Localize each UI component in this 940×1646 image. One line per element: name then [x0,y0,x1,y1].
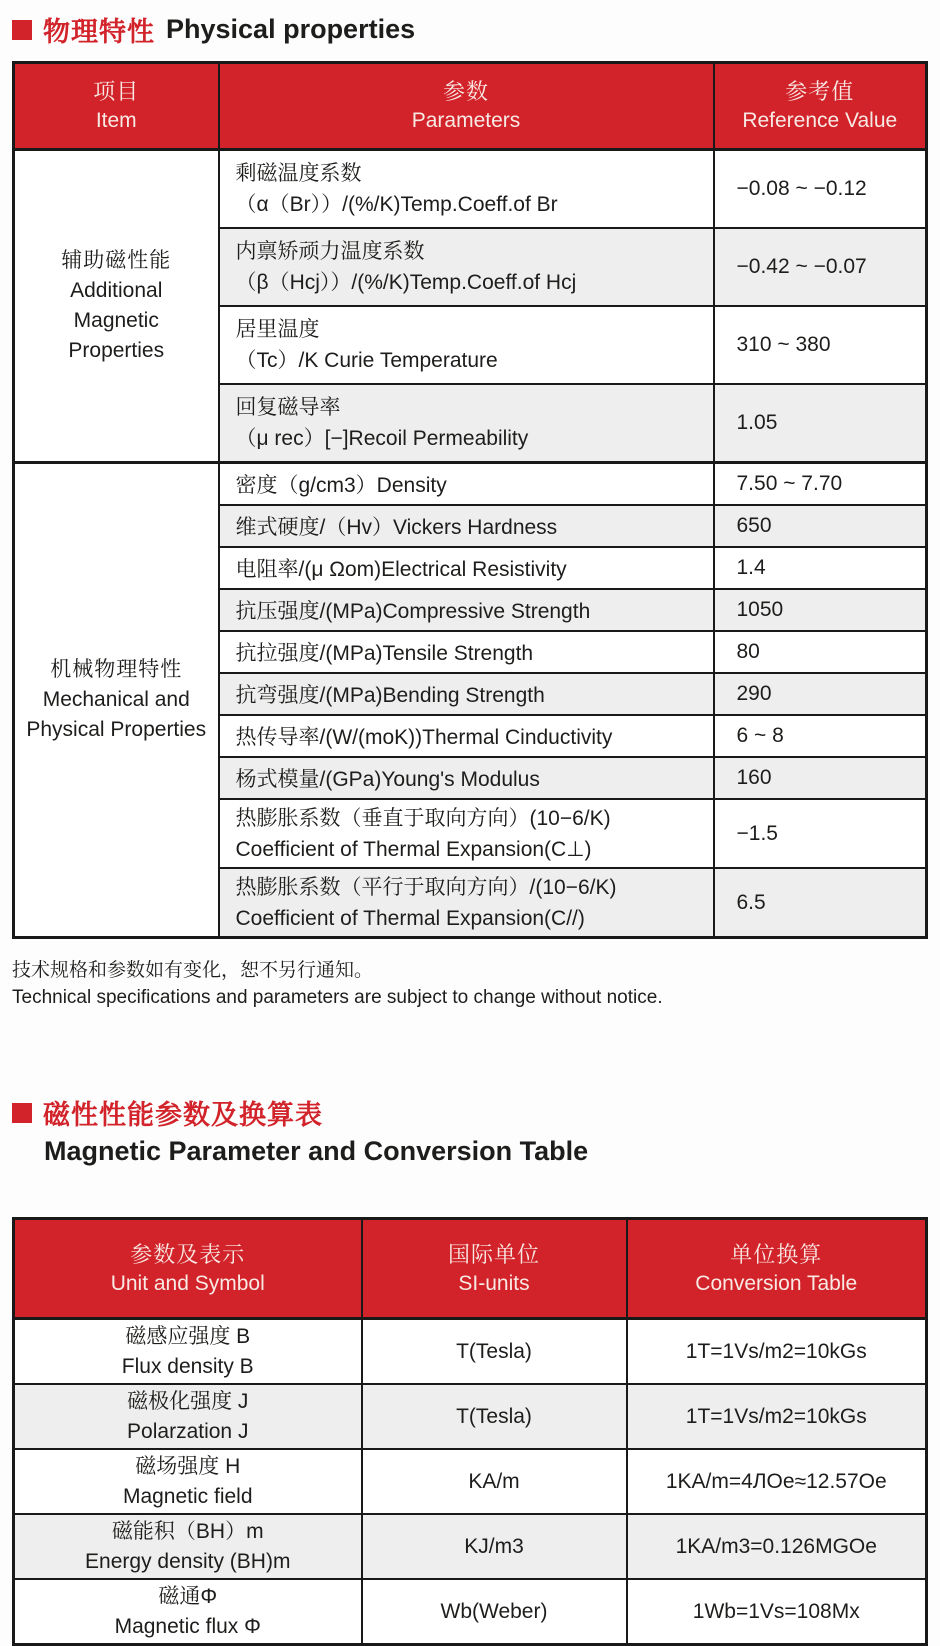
param-line1: 电阻率/(μ Ωom)Electrical Resistivity [235,558,567,581]
item-zh: 机械物理特性 [50,658,183,681]
value-cell: 7.50 ~ 7.70 [714,463,927,506]
si-unit-cell: T(Tesla) [362,1319,627,1385]
param-cell [219,150,714,229]
section2-heading [12,1093,940,1167]
param-cell [219,384,714,463]
section1-title-en: Physical properties [166,14,416,44]
param-line1: 抗弯强度/(MPa)Bending Strength [235,684,545,707]
param-line2: （α（Br））/(%/K)Temp.Coeff.of Br [235,193,558,216]
table2-header-row [14,1219,927,1319]
table-row [14,1579,927,1645]
conversion-cell: 1KA/m=4ЛOe≈12.57Oe [627,1449,927,1514]
table2-header-unit-symbol [14,1219,362,1319]
param-line2: （μ rec）[−]Recoil Permeability [235,427,529,450]
quantity-cell [14,1319,362,1385]
param-line1: 热膨胀系数（垂直于取向方向）(10−6/K) [235,806,611,830]
quantity-en: Magnetic field [122,1484,253,1508]
param-cell [219,757,714,799]
si-unit-cell: Wb(Weber) [362,1579,627,1645]
disclaimer-note [12,957,940,1011]
param-line1: 内禀矫顽力温度系数 [235,240,425,263]
value-cell: 650 [714,505,927,547]
param-line1: 杨式模量/(GPa)Young's Modulus [235,768,540,791]
header-reference-en: Reference Value [742,109,898,132]
param-line1: 居里温度 [235,318,320,341]
quantity-en: Polarzation J [127,1419,249,1443]
header-item-zh: 项目 [93,79,140,104]
quantity-en: Magnetic flux Φ [114,1614,261,1638]
value-cell: 6.5 [714,868,927,938]
param-line1: 抗压强度/(MPa)Compressive Strength [235,600,591,623]
quantity-cell [14,1579,362,1645]
header-parameters-en: Parameters [411,109,521,132]
header-si-units-en: SI-units [458,1271,530,1295]
quantity-en: Energy density (BH)m [85,1549,291,1573]
param-line1: 热传导率/(W/(moK))Thermal Cinductivity [235,726,613,749]
param-cell [219,589,714,631]
section1-title-zh: 物理特性 [43,17,155,47]
value-cell: 80 [714,631,927,673]
param-line2: Coefficient of Thermal Expansion(C⊥) [235,837,592,861]
value-cell: 1.05 [714,384,927,463]
table-row [14,1514,927,1579]
conversion-cell: 1T=1Vs/m2=10kGs [627,1384,927,1449]
param-cell [219,673,714,715]
param-line1: 热膨胀系数（平行于取向方向）/(10−6/K) [235,875,617,899]
quantity-cell [14,1449,362,1514]
table-row [14,1449,927,1514]
param-cell [219,306,714,384]
param-cell [219,715,714,757]
param-cell [219,505,714,547]
param-line2: （β（Hcj））/(%/K)Temp.Coeff.of Hcj [235,271,577,294]
param-cell [219,228,714,306]
conversion-cell: 1T=1Vs/m2=10kGs [627,1319,927,1385]
table1-header-item [14,63,219,150]
header-unit-symbol-zh: 参数及表示 [130,1241,246,1267]
value-cell: 6 ~ 8 [714,715,927,757]
quantity-cell [14,1384,362,1449]
quantity-zh: 磁极化强度 J [127,1389,249,1413]
section2-title-en: Magnetic Parameter and Conversion Table [44,1136,589,1166]
param-line1: 密度（g/cm3）Density [235,474,447,497]
header-reference-zh: 参考值 [785,79,855,104]
red-square-bullet-icon [12,20,32,40]
table-row [14,150,927,229]
quantity-en: Flux density B [121,1354,254,1378]
value-cell: −0.08 ~ −0.12 [714,150,927,229]
param-line1: 抗拉强度/(MPa)Tensile Strength [235,642,534,665]
header-parameters-zh: 参数 [442,79,489,104]
param-line2: （Tc）/K Curie Temperature [235,349,498,372]
quantity-zh: 磁场强度 H [135,1454,241,1478]
section1-heading [12,10,940,49]
param-cell [219,631,714,673]
header-si-units-zh: 国际单位 [447,1241,540,1267]
header-conversion-zh: 单位换算 [730,1241,823,1267]
conversion-cell: 1KA/m3=0.126MGOe [627,1514,927,1579]
physical-properties-table [12,61,928,939]
table1-header-reference [714,63,927,150]
section2-title-zh: 磁性性能参数及换算表 [43,1100,323,1130]
table-row [14,1319,927,1385]
param-line1: 回复磁导率 [235,396,341,419]
magnetic-conversion-table [12,1217,928,1646]
value-cell: 1.4 [714,547,927,589]
conversion-cell: 1Wb=1Vs=108Mx [627,1579,927,1645]
item-zh: 辅助磁性能 [61,249,172,272]
quantity-zh: 磁感应强度 B [125,1324,251,1348]
table2-header-si-units [362,1219,627,1319]
value-cell: 290 [714,673,927,715]
table-row [14,1384,927,1449]
item-en: Mechanical and Physical Properties [26,688,207,741]
table-row [14,463,927,506]
value-cell: −1.5 [714,799,927,868]
value-cell: −0.42 ~ −0.07 [714,228,927,306]
value-cell: 1050 [714,589,927,631]
si-unit-cell: KJ/m3 [362,1514,627,1579]
item-cell-additional-magnetic [14,150,219,463]
disclaimer-note-zh: 技术规格和参数如有变化，恕不另行通知。 [12,960,374,981]
value-cell: 310 ~ 380 [714,306,927,384]
header-item-en: Item [95,109,137,132]
param-cell [219,463,714,506]
header-conversion-en: Conversion Table [695,1271,858,1295]
param-cell [219,799,714,868]
table1-header-parameters [219,63,714,150]
param-cell [219,868,714,938]
quantity-cell [14,1514,362,1579]
param-line1: 维式硬度/（Hv）Vickers Hardness [235,516,558,539]
table2-header-conversion [627,1219,927,1319]
item-en: Additional Magnetic Properties [68,279,165,362]
param-line2: Coefficient of Thermal Expansion(C//) [235,906,585,930]
item-cell-mechanical-physical [14,463,219,938]
table1-header-row [14,63,927,150]
disclaimer-note-en: Technical specifications and parameters are subject to change without notice. [12,987,663,1008]
value-cell: 160 [714,757,927,799]
param-cell [219,547,714,589]
red-square-bullet-icon [12,1103,32,1123]
header-unit-symbol-en: Unit and Symbol [110,1271,265,1295]
quantity-zh: 磁能积（BH）m [111,1519,264,1543]
param-line1: 剩磁温度系数 [235,162,362,185]
quantity-zh: 磁通Φ [158,1584,218,1608]
si-unit-cell: T(Tesla) [362,1384,627,1449]
si-unit-cell: KA/m [362,1449,627,1514]
